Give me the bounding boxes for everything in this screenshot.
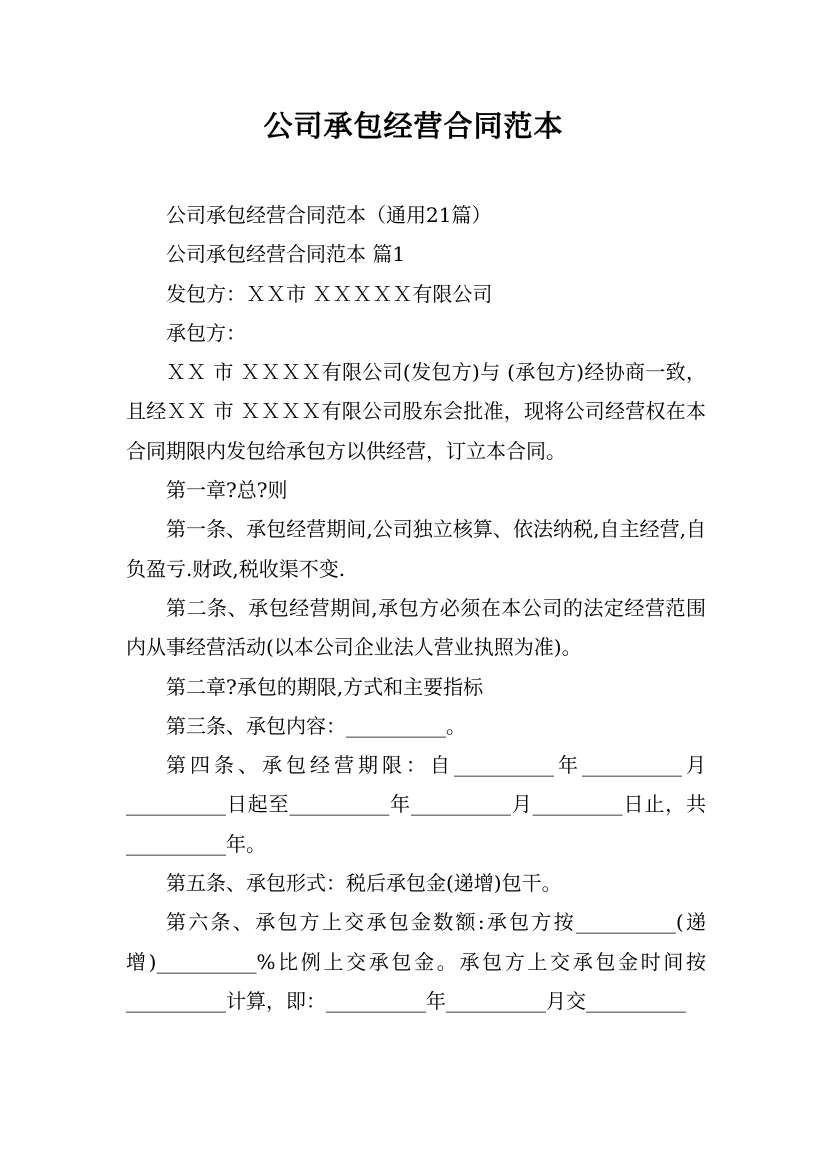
paragraph-contractor: 发包方：ＸＸ市 ＸＸＸＸＸ有限公司	[166, 281, 493, 306]
document-body	[126, 196, 706, 1021]
paragraph-article-2: 第二条、承包经营期间,承包方必须在本公司的法定经营范围内从事经营活动(以本公司企业法人营业执照为准)。	[126, 595, 706, 660]
paragraph-section-heading: 公司承包经营合同范本 篇1	[166, 242, 406, 267]
paragraph-article-3: 第三条、承包内容：__________。	[166, 713, 466, 738]
paragraph-article-5: 第五条、承包形式：税后承包金(递增)包干。	[166, 871, 562, 896]
paragraph-contractee: 承包方：	[166, 320, 246, 345]
paragraph-article-4: 第四条、承包经营期限：自__________年__________月__________日起至__________年__________月_________日止，共__________年。	[126, 753, 706, 856]
paragraph-chapter-1: 第一章?总?则	[166, 478, 288, 503]
paragraph-article-6: 第六条、承包方上交承包金数额:承包方按__________(递增)__________%比例上交承包金。承包方上交承包金时间按__________计算，即：__________年__________月交__________	[126, 910, 706, 1013]
paragraph-chapter-2: 第二章?承包的期限,方式和主要指标	[166, 674, 484, 699]
paragraph-subtitle: 公司承包经营合同范本（通用21篇）	[166, 203, 492, 227]
paragraph-article-1: 第一条、承包经营期间,公司独立核算、依法纳税,自主经营,自负盈亏.财政,税收渠不变.	[126, 517, 706, 581]
paragraph-preamble: ＸＸ 市 ＸＸＸＸ有限公司(发包方)与 (承包方)经协商一致，且经ＸＸ 市 ＸＸＸＸ有限公司股东会批准，现将公司经营权在本合同期限内发包给承包方以供经营，订立本合同。	[126, 360, 706, 463]
document-title: 公司承包经营合同范本	[263, 109, 564, 143]
